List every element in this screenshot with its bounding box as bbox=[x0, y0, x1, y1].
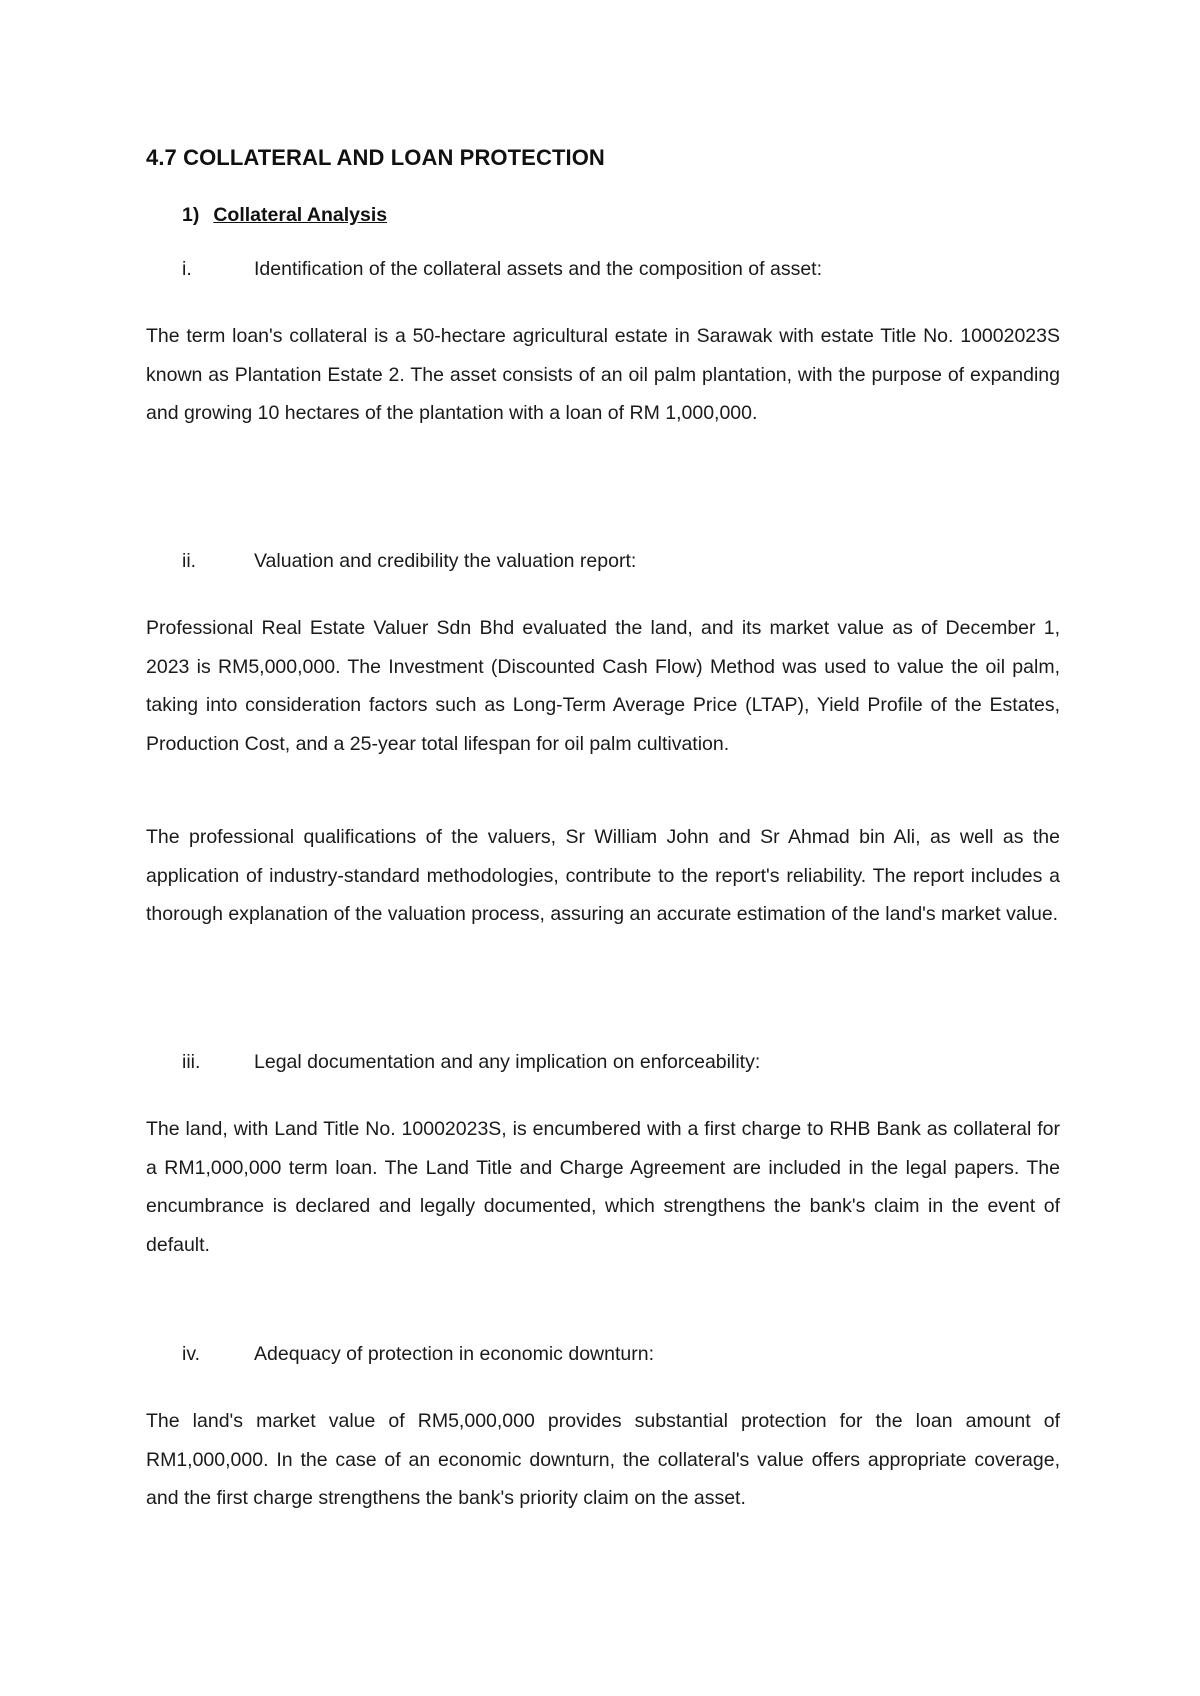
item-heading-text: Legal documentation and any implication on enforceability: bbox=[254, 1051, 761, 1073]
item-heading-iv bbox=[182, 1343, 654, 1366]
paragraph-collateral-description: The term loan's collateral is a 50-hectare agricultural estate in Sarawak with estate Title No. 10002023S known as Plantation Estate 2. The asset consists of an oil palm plantation, with the purpose of expanding and growing 10 hectares of the plantation with a loan of RM 1,000,000. bbox=[146, 325, 1060, 424]
item-numeral: i. bbox=[182, 258, 192, 280]
paragraph-downturn-protection: The land's market value of RM5,000,000 provides substantial protection for the loan amount of RM1,000,000. In the case of an economic downturn, the collateral's value offers appropriate coverage, and the first charge strengthens the bank's priority claim on the asset. bbox=[146, 1410, 1060, 1509]
paragraph-legal-documentation: The land, with Land Title No. 10002023S, is encumbered with a first charge to RHB Bank as collateral for a RM1,000,000 term loan. The Land Title and Charge Agreement are included in the legal papers. The encumbrance is declared and legally documented, which strengthens the bank's claim in the event of default. bbox=[146, 1118, 1060, 1256]
item-numeral: iv. bbox=[182, 1343, 201, 1365]
item-heading-iii bbox=[182, 1051, 760, 1074]
subsection-heading bbox=[182, 204, 387, 227]
item-heading-text: Identification of the collateral assets and the composition of asset: bbox=[254, 258, 822, 280]
paragraph-valuer-credibility: The professional qualifications of the valuers, Sr William John and Sr Ahmad bin Ali, as well as the application of industry-standard methodologies, contribute to the report's reliability. The report includes a thorough explanation of the valuation process, assuring an accurate estimation of the land's market value. bbox=[146, 826, 1060, 925]
paragraph-valuation-method: Professional Real Estate Valuer Sdn Bhd evaluated the land, and its market value as of December 1, 2023 is RM5,000,000. The Investment (Discounted Cash Flow) Method was used to value the oil palm, taking into consideration factors such as Long-Term Average Price (LTAP), Yield Profile of the Estates, Production Cost, and a 25-year total lifespan for oil palm cultivation. bbox=[146, 617, 1060, 755]
item-heading-text: Valuation and credibility the valuation report: bbox=[254, 550, 637, 572]
item-numeral: ii. bbox=[182, 550, 197, 572]
section-title: 4.7 COLLATERAL AND LOAN PROTECTION bbox=[146, 145, 605, 170]
item-heading-text: Adequacy of protection in economic downturn: bbox=[254, 1343, 654, 1365]
item-heading-ii bbox=[182, 550, 636, 573]
item-heading-i bbox=[182, 258, 822, 281]
subsection-number: 1) bbox=[182, 204, 200, 226]
item-numeral: iii. bbox=[182, 1051, 201, 1073]
subsection-title: Collateral Analysis bbox=[213, 204, 388, 226]
